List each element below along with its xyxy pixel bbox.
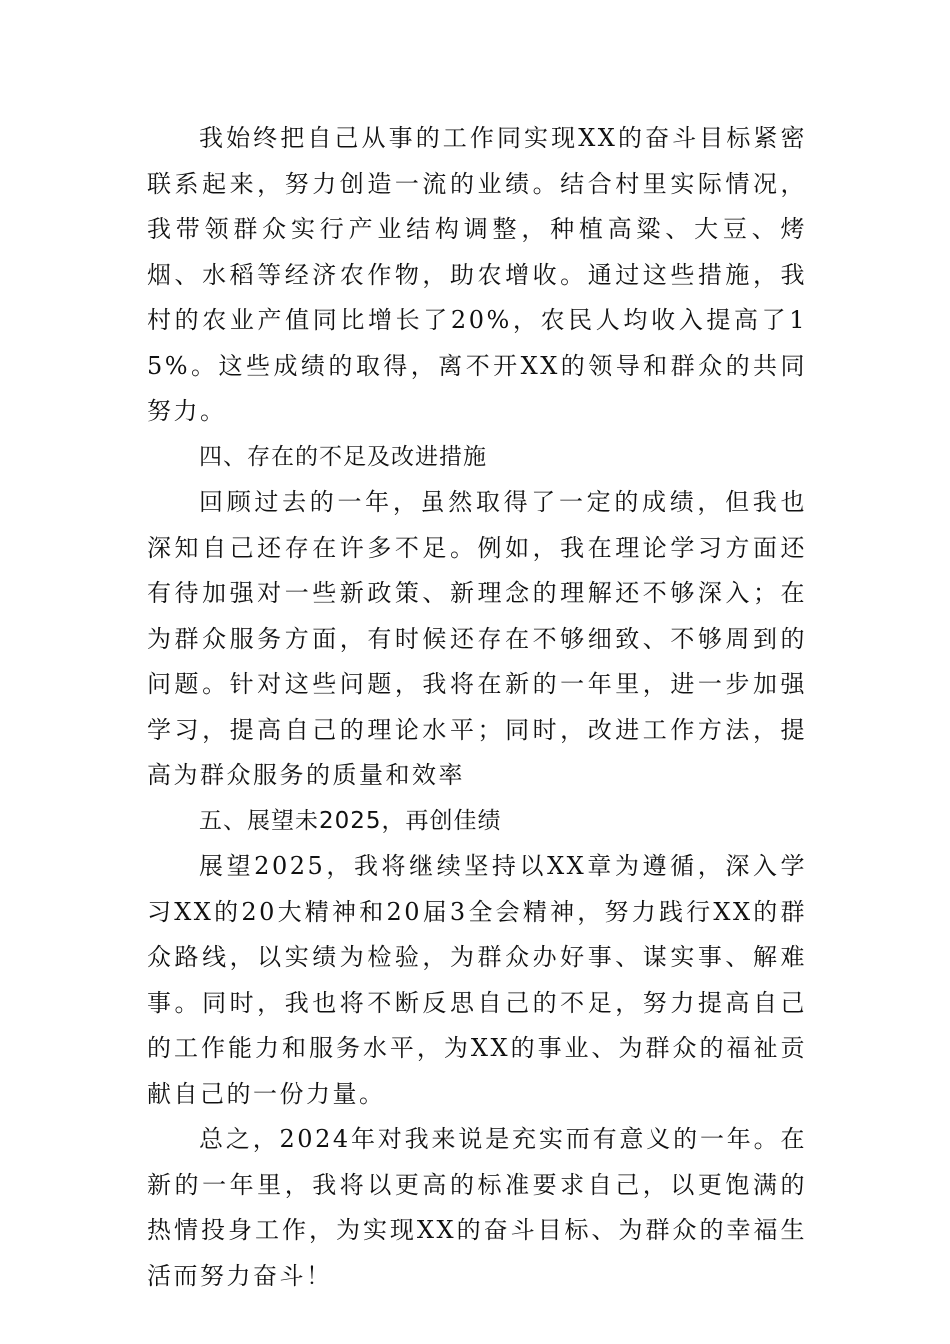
section-heading-outlook: 五、展望未2025，再创佳绩: [199, 807, 502, 834]
section-heading-shortcomings: 四、存在的不足及改进措施: [199, 443, 487, 470]
paragraph-shortcomings: 回顾过去的一年，虽然取得了一定的成绩，但我也深知自己还存在许多不足。例如，我在理论学习方面还有待加强对一些新政策、新理念的理解还不够深入；在为群众服务方面，有时候还存在不够细致、不够周到的问题。针对这些问题，我将在新的一年里，进一步加强学习，提高自己的理论水平；同时，改进工作方法，提高为群众服务的质量和效率: [147, 488, 807, 789]
paragraph-achievements: 我始终把自己从事的工作同实现XX的奋斗目标紧密联系起来，努力创造一流的业绩。结合村里实际情况，我带领群众实行产业结构调整，种植高粱、大豆、烤烟、水稻等经济农作物，助农增收。通过这些措施，我村的农业产值同比增长了20%，农民人均收入提高了15%。这些成绩的取得，离不开XX的领导和群众的共同努力。: [147, 124, 807, 425]
paragraph-outlook: 展望2025，我将继续坚持以XX章为遵循，深入学习XX的20大精神和20届3全会精神，努力践行XX的群众路线，以实绩为检验，为群众办好事、谋实事、解难事。同时，我也将不断反思自己的不足，努力提高自己的工作能力和服务水平，为XX的事业、为群众的福祉贡献自己的一份力量。: [147, 852, 807, 1108]
paragraph-conclusion: 总之，2024年对我来说是充实而有意义的一年。在新的一年里，我将以更高的标准要求自己，以更饱满的热情投身工作，为实现XX的奋斗目标、为群众的幸福生活而努力奋斗！: [147, 1125, 807, 1290]
document-body: [147, 116, 807, 1299]
